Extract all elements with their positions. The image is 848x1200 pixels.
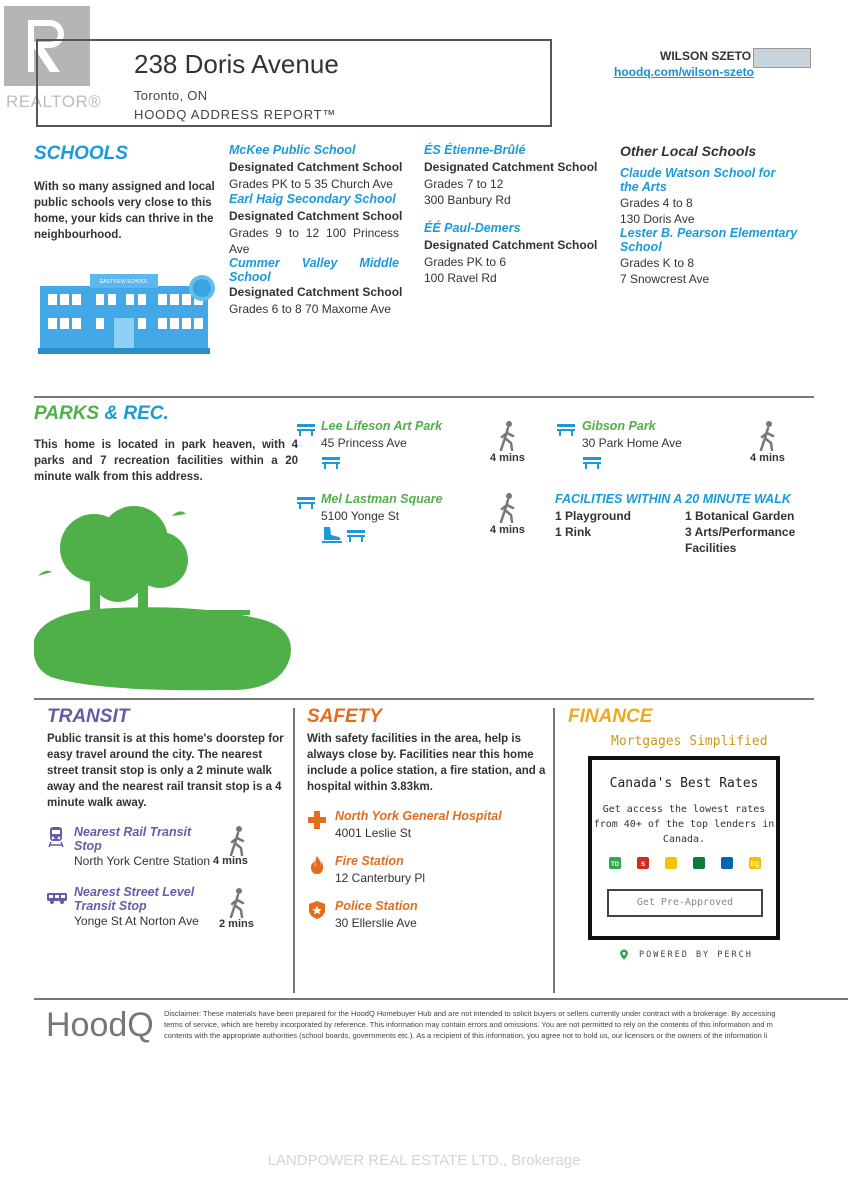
walk-time: 4 mins (490, 524, 525, 536)
rail-transit-stop: North York Centre Station (74, 854, 211, 868)
ad-body-line: from 40+ of the top lenders in (593, 819, 775, 830)
school-building-illustration (38, 266, 220, 358)
park-name: Lee Lifeson Art Park (321, 419, 443, 433)
train-icon (48, 826, 64, 853)
safety-name: Fire Station (335, 854, 404, 868)
school-name: ÉÉ Paul-Demers (424, 221, 521, 235)
walk-icon (758, 421, 778, 456)
safety-intro: With safety facilities in the area, help is always close by. Facilities near this home include a police station, a fire station, and a hospital within 3.83km. (307, 733, 546, 793)
column-divider (293, 708, 295, 993)
school-name: Lester B. Pearson Elementary School (620, 226, 798, 254)
park-name: Mel Lastman Square (321, 492, 443, 506)
flame-icon (310, 855, 324, 880)
school-info: Grades 6 to 8 70 Maxome Ave (229, 302, 391, 316)
school-info: Grades 7 to 12 (424, 177, 504, 191)
school-info: 130 Doris Ave (620, 212, 695, 226)
school-name: Earl Haig Secondary School (229, 192, 396, 206)
agent-name: WILSON SZETO (660, 49, 752, 63)
footer-divider (34, 998, 848, 1000)
parks-heading-a: PARKS (34, 403, 100, 424)
bank-logo-icon (665, 857, 677, 869)
bank-logo-label: S (640, 862, 646, 868)
section-divider (34, 396, 814, 398)
school-name: McKee Public School (229, 143, 356, 157)
walk-time: 4 mins (750, 452, 785, 464)
finance-tagline: Mortgages Simplified (611, 734, 768, 749)
get-pre-approved-button[interactable]: Get Pre-Approved (607, 889, 763, 917)
school-info: 7 Snowcrest Ave (620, 272, 710, 286)
disclaimer-line: contents with the appropriate authorities (school boards, governments etc.). As a recipient of this information, you agree not to hold us, our licensors or the owners of the information li (164, 1031, 768, 1040)
bench-icon (582, 455, 602, 474)
skate-icon (321, 526, 343, 549)
school-info: Grades K to 8 (620, 256, 695, 270)
walk-icon (498, 421, 518, 456)
hoodq-logo: HoodQ (46, 1006, 154, 1044)
facilities-heading: FACILITIES WITHIN A 20 MINUTE WALK (555, 492, 791, 506)
schools-heading: SCHOOLS (34, 143, 128, 164)
school-name: Claude Watson School for the Arts (620, 166, 776, 194)
street-transit-label: Nearest Street Level Transit Stop (74, 885, 195, 913)
school-info: 300 Banbury Rd (424, 193, 511, 207)
ad-body-line: Get access the lowest rates (602, 804, 766, 815)
facility-item: 3 Arts/Performance (685, 525, 796, 539)
safety-name: Police Station (335, 899, 418, 913)
bank-logo-icon (721, 857, 733, 869)
police-badge-icon (308, 900, 326, 925)
rail-transit-label: Nearest Rail Transit Stop (74, 825, 192, 853)
walk-time: 4 mins (490, 452, 525, 464)
report-label: HOODQ ADDRESS REPORT™ (134, 107, 337, 122)
park-address: 45 Princess Ave (321, 436, 407, 450)
hospital-cross-icon (307, 810, 327, 835)
realtor-wordmark: REALTOR® (6, 92, 102, 111)
bank-logo-label: EQ (750, 862, 760, 868)
powered-by-perch: POWERED BY PERCH (639, 950, 753, 960)
facility-item: 1 Playground (555, 509, 632, 523)
bank-logo-label: TD (611, 862, 619, 868)
parks-intro: This home is located in park heaven, with 4 parks and 7 recreation facilities within a 20 minute walk from this address. (34, 439, 298, 483)
park-illustration (34, 500, 296, 695)
disclaimer (164, 1008, 848, 1041)
street-transit-stop: Yonge St At Norton Ave (74, 914, 199, 928)
bank-logos (609, 856, 765, 870)
safety-name: North York General Hospital (335, 809, 502, 823)
schools-intro: With so many assigned and local public schools very close to this home, your kids can thrive in the neighbourhood. (34, 181, 215, 241)
bench-icon (296, 422, 316, 441)
park-address: 5100 Yonge St (321, 509, 400, 523)
bench-icon (346, 528, 366, 547)
brokerage-watermark: LANDPOWER REAL ESTATE LTD., Brokerage (267, 1152, 581, 1169)
transit-heading: TRANSIT (47, 706, 130, 727)
walk-time: 4 mins (213, 855, 248, 867)
school-info: Grades PK to 6 (424, 255, 507, 269)
walk-time: 2 mins (219, 918, 254, 930)
disclaimer-line: terms of service, which are hereby incorporated by reference. This information may contain errors and omissions. You are not permitted to rely on the contents of this information and m (164, 1020, 773, 1029)
bus-icon (46, 891, 68, 910)
parks-heading-b: & REC. (99, 403, 169, 424)
safety-address: 4001 Leslie St (335, 826, 412, 840)
school-name: Cummer Valley Middle School (229, 256, 399, 284)
page-title: 238 Doris Avenue (134, 49, 339, 79)
disclaimer-line: Disclaimer: These materials have been prepared for the HoodQ Homebuyer Hub and are not intended to solicit buyers or sellers currently under contract with a brokerage. By accessing (164, 1009, 776, 1018)
agent-photo (753, 48, 811, 68)
park-name: Gibson Park (582, 419, 656, 433)
bench-icon (556, 422, 576, 441)
school-designation: Designated Catchment School (229, 160, 403, 174)
other-schools-heading: Other Local Schools (620, 143, 757, 159)
ad-body-line: Canada. (662, 834, 706, 845)
safety-address: 12 Canterbury Pl (335, 871, 426, 885)
school-info: 100 Ravel Rd (424, 271, 497, 285)
finance-heading: FINANCE (568, 706, 653, 727)
safety-address: 30 Ellerslie Ave (335, 916, 417, 930)
ad-title: Canada's Best Rates (609, 776, 759, 791)
walk-icon (498, 493, 518, 528)
school-info: Grades 4 to 8 (620, 196, 693, 210)
school-info: Grades PK to 5 35 Church Ave (229, 177, 393, 191)
section-divider (34, 698, 814, 700)
agent-link[interactable]: hoodq.com/wilson-szeto (614, 65, 754, 79)
transit-intro: Public transit is at this home's doorstep for easy travel around the city. The nearest street transit stop is only a 2 minute walk away and the nearest rail transit stop is a 4 minute walk away. (47, 733, 284, 809)
school-name: ÉS Étienne-Brûlé (424, 143, 526, 157)
facility-item: Facilities (685, 541, 737, 555)
column-divider (553, 708, 555, 993)
parks-heading (34, 403, 169, 425)
school-designation: Designated Catchment School (229, 285, 403, 299)
facility-item: 1 Rink (555, 525, 592, 539)
school-designation: Designated Catchment School (424, 238, 598, 252)
school-designation: Designated Catchment School (229, 209, 403, 223)
bench-icon (321, 455, 341, 474)
bench-icon (296, 495, 316, 514)
school-sign-label: EASTVIEW SCHOOL (99, 279, 149, 285)
address-city: Toronto, ON (134, 88, 208, 103)
park-address: 30 Park Home Ave (582, 436, 682, 450)
bank-logo-icon (693, 857, 705, 869)
school-designation: Designated Catchment School (424, 160, 598, 174)
school-info: Grades 9 to 12 100 Princess Ave (229, 226, 399, 256)
safety-heading: SAFETY (307, 706, 382, 727)
facility-item: 1 Botanical Garden (685, 509, 795, 523)
perch-location-icon (619, 948, 629, 966)
